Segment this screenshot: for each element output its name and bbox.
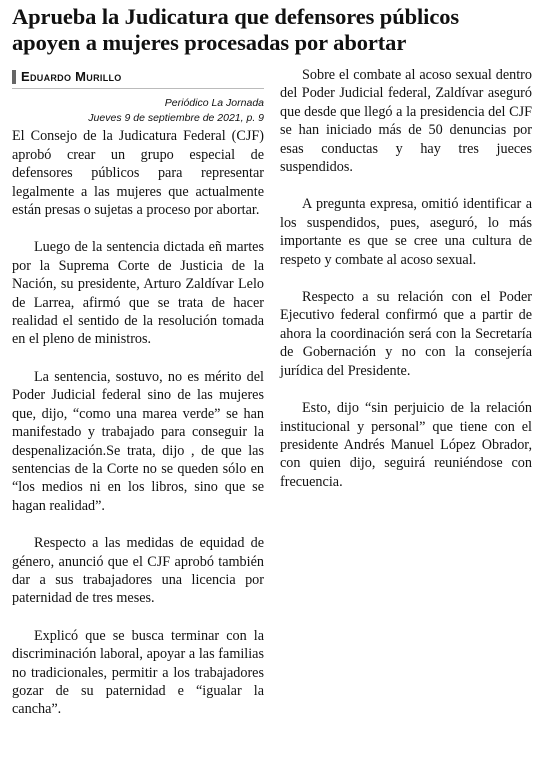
left-column <box>12 66 264 738</box>
paragraph: Sobre el combate al acoso sexual dentro del Poder Judicial federal, Zaldívar aseguró que desde que llegó a la presidencia del CJF se han iniciado más de 50 denuncias por esas conductas y hay tres jueces suspendidos. <box>280 67 532 176</box>
source-publication: Periódico La Jornada <box>164 97 264 110</box>
paragraph: Respecto a su relación con el Poder Ejecutivo federal confirmó que a partir de ahora la coordinación será con la Secretaría de Gobernación y no con la consejería jurídica del Presidente. <box>280 289 532 379</box>
right-column <box>280 66 532 738</box>
byline-marker <box>12 70 16 84</box>
headline: Aprueba la Judicatura que defensores públicos apoyen a mujeres procesadas por abortar <box>12 4 460 55</box>
paragraph: Esto, dijo “sin perjuicio de la relación institucional y personal” que tiene con el presidente Andrés Manuel López Obrador, con quien dijo, seguirá reuniéndose con frecuencia. <box>280 400 532 490</box>
paragraph: Luego de la sentencia dictada eñ martes por la Suprema Corte de Justicia de la Nación, su presidente, Arturo Zaldívar Lelo de Larrea, afirmó que se trata de hacer realidad el sentido de la resolución tomada en el pleno de ministros. <box>12 239 264 348</box>
paragraph: Respecto a las medidas de equidad de género, anunció que el CJF aprobó también dar a sus trabajadores una licencia por paternidad de tres meses. <box>12 535 264 607</box>
article-columns <box>12 66 532 738</box>
paragraph: A pregunta expresa, omitió identificar a los suspendidos, pues, aseguró, lo más importante es que se cree una cultura de respeto y combate al acoso sexual. <box>280 196 532 268</box>
paragraph: La sentencia, sostuvo, no es mérito del Poder Judicial federal sino de las mujeres que, dijo, “como una marea verde” se han manifestado y trabajado para conseguir la despenalización.Se trata, dijo , de que las sentencias de la Corte no se queden sólo en “los medios ni en los libros, sino que se hagan realidad”. <box>12 368 264 514</box>
source-date-page: Jueves 9 de septiembre de 2021, p. 9 <box>88 112 264 125</box>
byline-row <box>12 68 264 89</box>
paragraph: Explicó que se busca terminar con la discriminación laboral, apoyar a las familias no tradicionales, permitir a los trabajadores gozar de su paternidad e “igualar la cancha”. <box>12 627 264 718</box>
byline: Eduardo Murillo <box>21 69 122 84</box>
paragraph: El Consejo de la Judicatura Federal (CJF) aprobó crear un grupo especial de defensores públicos para representar legalmente a las mujeres que actualmente están presas o sujetas a proceso por abortar. <box>12 128 264 219</box>
